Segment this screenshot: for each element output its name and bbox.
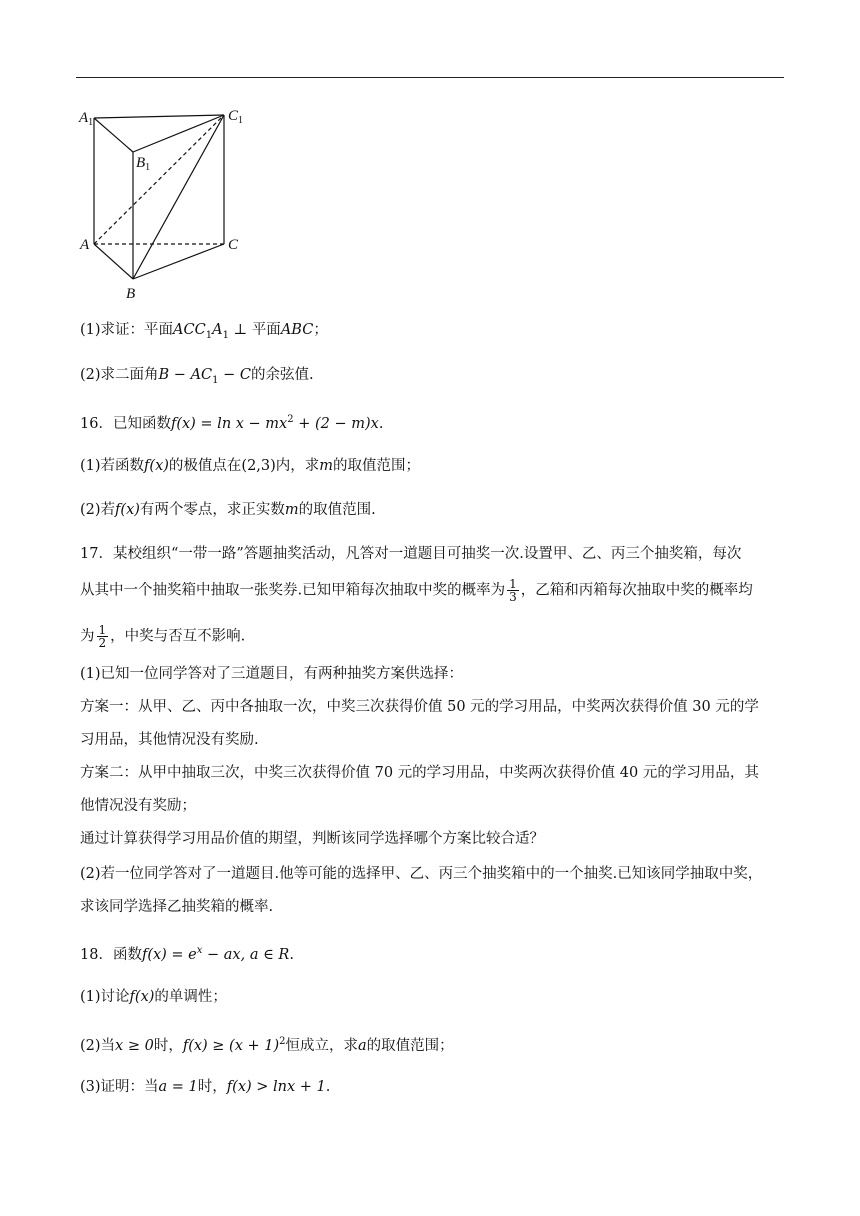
- label-A: A: [80, 237, 90, 253]
- edge-A1-B1: [94, 118, 133, 152]
- q15-part1: (1)求证：平面$ACC_1A_1$ ⊥ 平面ABC；: [80, 322, 328, 341]
- q17-plan1-line2: 习用品，其他情况没有奖励.: [80, 732, 259, 748]
- label-C1: $C_1$: [228, 108, 244, 126]
- q17-ask: 通过计算获得学习用品价值的期望，判断该同学选择哪个方案比较合适？: [80, 831, 544, 847]
- header-rule: [76, 77, 784, 78]
- edge-B-C1: [133, 115, 224, 279]
- q16-part2: (2)若f(x)有两个零点，求正实数m的取值范围.: [80, 502, 376, 518]
- q17-part2-line1: (2)若一位同学答对了一道题目.他等可能的选择甲、乙、丙三个抽奖箱中的一个抽奖.已知该同学抽取中奖，: [80, 866, 763, 882]
- q16-stem: 16．已知函数$f(x) = \ln x - mx^2 + (2 - m)x$.: [80, 414, 384, 432]
- q17-line1: 17．某校组织“一带一路”答题抽奖活动，凡答对一道题目可抽奖一次.设置甲、乙、丙三个抽奖箱，每次: [80, 546, 742, 562]
- q16-part1: (1)若函数f(x)的极值点在(2,3)内，求m的取值范围；: [80, 458, 421, 474]
- label-B1: $B_1$: [136, 155, 151, 173]
- q17-part1: (1)已知一位同学答对了三道题目，有两种抽奖方案供选择：: [80, 666, 464, 682]
- q17-line3: 为 $\frac{1}{2}$ ，中奖与否互不影响.: [80, 623, 246, 650]
- prism-figure: [76, 102, 276, 307]
- q15-part2: (2)求二面角$B - AC_1 - C$的余弦值.: [80, 367, 314, 386]
- edge-A1-C1: [94, 115, 224, 118]
- q17-part2-line2: 求该同学选择乙抽奖箱的概率.: [80, 899, 274, 915]
- q18-stem: 18．函数$f(x) = e^x$ − ax, a ∈ R.: [80, 945, 294, 963]
- q17-plan1-line1: 方案一：从甲、乙、丙中各抽取一次，中奖三次获得价值 50 元的学习用品，中奖两次获得价值 30 元的学: [80, 699, 759, 715]
- edge-A-B: [94, 244, 133, 279]
- q18-part3: (3)证明：当a = 1时，f(x) > lnx + 1.: [80, 1079, 331, 1095]
- q18-part1: (1)讨论f(x)的单调性；: [80, 989, 227, 1005]
- fraction-one-half: $\frac{1}{2}$: [98, 623, 107, 650]
- label-B: B: [126, 286, 136, 302]
- label-C: C: [228, 237, 239, 253]
- q17-line2: 从其中一个抽奖箱中抽取一张奖券.已知甲箱每次抽取中奖的概率为 $\frac{1}{3}$ ，乙箱和丙箱每次抽取中奖的概率均: [80, 577, 753, 604]
- edge-B-C: [133, 244, 224, 279]
- q17-plan2-line1: 方案二：从甲中抽取三次，中奖三次获得价值 70 元的学习用品，中奖两次获得价值 40 元的学习用品，其: [80, 765, 759, 781]
- q18-part2: (2)当x ≥ 0时，$f(x) \ge (x + 1)^2$恒成立，求a的取值范围；: [80, 1036, 454, 1054]
- fraction-one-third: $\frac{1}{3}$: [509, 577, 517, 604]
- q17-plan2-line2: 他情况没有奖励；: [80, 798, 196, 814]
- edge-B1-C1: [133, 115, 224, 152]
- label-A1: $A_1$: [79, 110, 94, 128]
